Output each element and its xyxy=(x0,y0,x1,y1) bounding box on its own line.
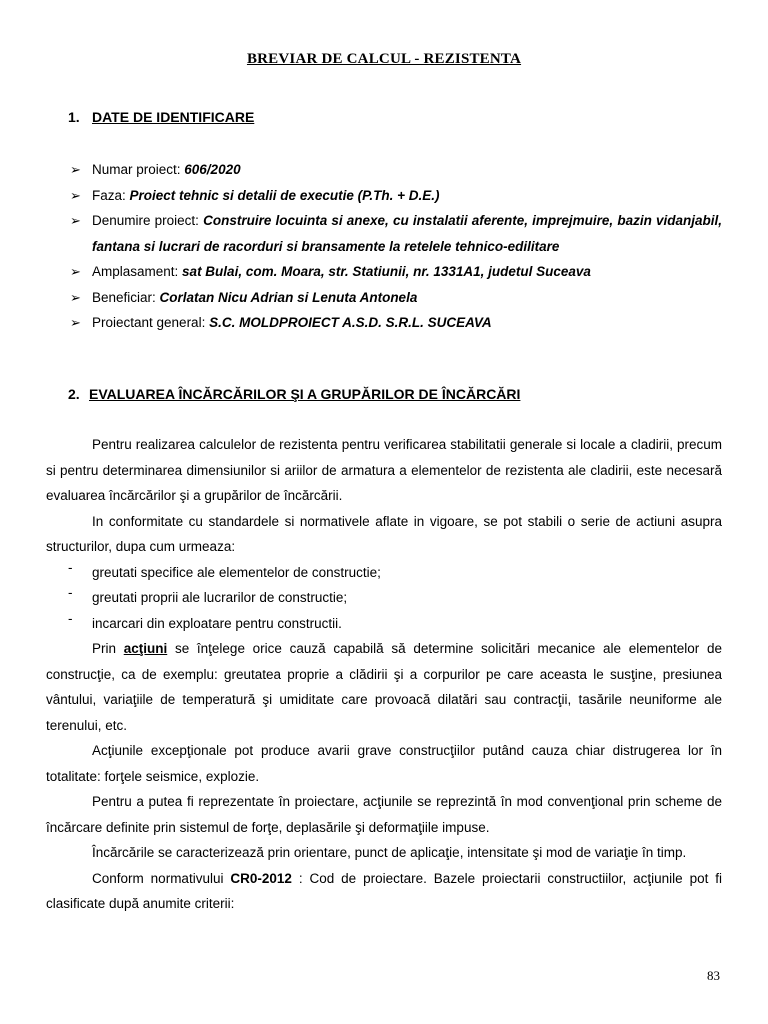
section-1-heading xyxy=(68,109,254,125)
section-1-number: 1. xyxy=(68,109,80,125)
arrow-bullet-icon: ➢ xyxy=(70,315,81,330)
section-2-number: 2. xyxy=(68,386,80,402)
paragraph: Conform normativului CR0-2012 : Cod de proiectare. Bazele proiectarii constructiilor, acţiunile pot fi clasificate după anumite criterii: xyxy=(46,870,722,911)
paragraph: Pentru realizarea calculelor de rezistenta pentru verificarea stabilitatii generale si locale a cladirii, precum si pentru determinarea dimensiunilor si ariilor de armatura a elementelor de rezistenta ale cladirii, este necesară evaluarea încărcărilor şi a grupărilor de încărcării. xyxy=(46,437,722,503)
dash-bullet-icon: - xyxy=(68,559,73,575)
arrow-bullet-icon: ➢ xyxy=(70,213,81,228)
norm-reference: CR0-2012 xyxy=(230,870,292,886)
dash-bullet-icon: - xyxy=(68,585,73,600)
document-title: BREVIAR DE CALCUL - REZISTENTA xyxy=(246,51,522,67)
list-item: - incarcari din exploatare pentru constructii. xyxy=(46,611,722,637)
arrow-bullet-icon: ➢ xyxy=(70,187,81,203)
dash-bullet-icon: - xyxy=(68,610,73,626)
paragraph: In conformitate cu standardele si normativele aflate in vigoare, se pot stabili o serie de actiuni asupra structurilor, dupa cum urmeaza: xyxy=(46,513,722,554)
list-item: - greutati specifice ale elementelor de constructie; xyxy=(46,560,722,586)
section-2-title: EVALUAREA ÎNCĂRCĂRILOR ŞI A GRUPĂRILOR DE ÎNCĂRCĂRI xyxy=(89,386,521,402)
section-1-title: DATE DE IDENTIFICARE xyxy=(92,109,255,125)
identification-list xyxy=(70,157,722,336)
page-number: 83 xyxy=(707,968,720,983)
list-item: ➢ Numar proiect: 606/2020 xyxy=(70,157,722,183)
list-item: ➢ Faza: Proiect tehnic si detalii de executie (P.Th. + D.E.) xyxy=(70,183,722,209)
actiuni-term: acţiuni xyxy=(123,641,168,656)
arrow-bullet-icon: ➢ xyxy=(70,289,81,305)
paragraph: Acţiunile excepţionale pot produce avarii grave construcţiilor putând cauza chiar distrugerea lor în totalitate: forţele seismice, explozie. xyxy=(46,743,722,784)
list-item: ➢ Amplasament: sat Bulai, com. Moara, str. Statiunii, nr. 1331A1, judetul Suceava xyxy=(70,259,722,285)
paragraph: Pentru a putea fi reprezentate în proiectare, acţiunile se reprezintă în mod convenţional prin scheme de încărcare definite prin sistemul de forţe, deplasările şi deformaţiile impuse. xyxy=(46,794,722,835)
section-2-heading xyxy=(68,386,520,402)
list-item: ➢ Proiectant general: S.C. MOLDPROIECT A.S.D. S.R.L. SUCEAVA xyxy=(70,310,722,336)
list-item: ➢ Denumire proiect: Construire locuinta si anexe, cu instalatii aferente, imprejmuire, bazin vidanjabil, fantana si lucrari de racorduri si bransamente la retelele tehnico-edilitare xyxy=(70,208,722,259)
paragraph: Încărcările se caracterizează prin orientare, punct de aplicaţie, intensitate şi mod de variaţie în timp. xyxy=(92,845,687,860)
section-2-body xyxy=(46,432,722,917)
arrow-bullet-icon: ➢ xyxy=(70,264,81,279)
arrow-bullet-icon: ➢ xyxy=(70,162,81,177)
list-item: - greutati proprii ale lucrarilor de constructie; xyxy=(46,585,722,611)
paragraph: Prin acţiuni se înţelege orice cauză capabilă să determine solicitări mecanice ale elementelor de construcţie, ca de exemplu: greutatea proprie a clădirii şi a corpurilor pe care aceasta le susţine, presiunea vântului, variaţiile de temperatură şi umiditate care provoacă dilatări sau contracţii, tasările neuniforme ale terenului, etc. xyxy=(46,641,722,733)
list-item: ➢ Beneficiar: Corlatan Nicu Adrian si Lenuta Antonela xyxy=(70,285,722,311)
